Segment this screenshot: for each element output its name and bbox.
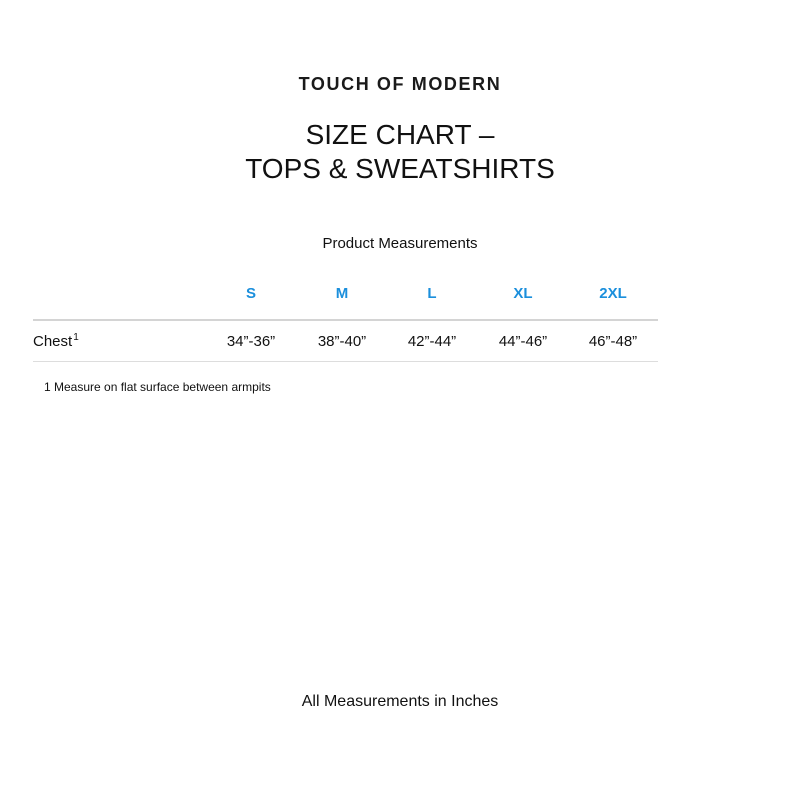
section-subtitle: Product Measurements — [322, 235, 478, 252]
footnote: 1 Measure on flat surface between armpits — [44, 380, 271, 394]
cell-chest-xl: 44”-46” — [498, 333, 548, 350]
cell-chest-2xl: 46”-48” — [588, 333, 638, 350]
footnote-marker: 1 — [73, 332, 79, 343]
brand-logo: TOUCH OF MODERN — [298, 74, 502, 94]
units-note: All Measurements in Inches — [301, 693, 499, 710]
table-top-divider — [33, 319, 658, 321]
size-header-s: S — [245, 285, 256, 302]
title-line-1: SIZE CHART – — [305, 119, 495, 150]
page-title — [0, 118, 800, 186]
table-bottom-divider — [33, 361, 658, 362]
row-label-chest — [33, 333, 79, 350]
size-header-l: L — [427, 285, 437, 302]
size-header-xl: XL — [513, 285, 533, 302]
title-line-2: TOPS & SWEATSHIRTS — [245, 153, 555, 184]
cell-chest-l: 42”-44” — [407, 333, 457, 350]
cell-chest-m: 38”-40” — [317, 333, 367, 350]
cell-chest-s: 34”-36” — [226, 333, 276, 350]
size-header-row — [206, 285, 658, 305]
row-label-text: Chest — [33, 333, 73, 350]
size-header-m: M — [335, 285, 349, 302]
size-header-2xl: 2XL — [599, 285, 627, 302]
